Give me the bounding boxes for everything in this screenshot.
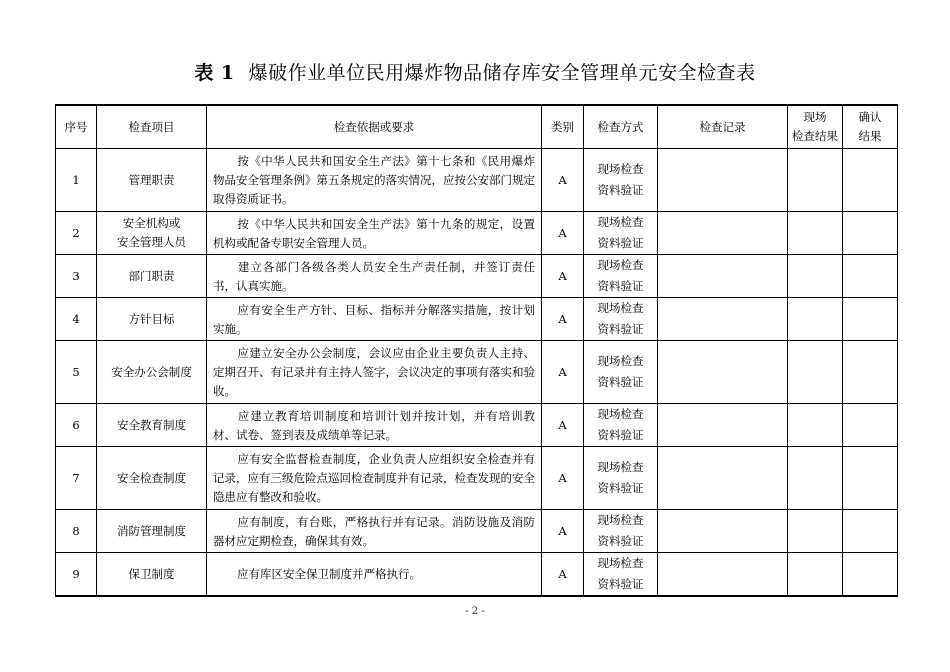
row-onsite-result	[788, 447, 843, 510]
row-item-line: 安全办公会制度	[111, 364, 192, 379]
row-method	[584, 341, 658, 404]
header-onsite-result-line1: 现场	[803, 110, 827, 124]
row-confirm-result	[843, 298, 898, 341]
row-record	[658, 510, 788, 553]
header-onsite-result	[788, 105, 843, 149]
row-method	[584, 149, 658, 212]
row-item-line: 安全管理人员	[117, 235, 186, 249]
row-requirement-text: 应有安全生产方针、目标、指标并分解落实措施，按计划实施。	[213, 302, 535, 336]
row-onsite-result	[788, 404, 843, 447]
row-item-line: 消防管理制度	[117, 523, 186, 538]
row-method	[584, 404, 658, 447]
row-method-line: 资料验证	[597, 322, 644, 336]
row-index: 3	[56, 255, 97, 298]
header-item: 检查项目	[97, 105, 207, 149]
row-method	[584, 255, 658, 298]
row-requirement-text: 应建立安全办公会制度，会议应由企业主要负责人主持、定期召开、有记录并有主持人签字，会议决定的事项有落实和验收。	[213, 346, 535, 398]
row-method-line: 资料验证	[597, 577, 644, 591]
document-title	[0, 58, 950, 85]
row-item	[97, 510, 207, 553]
row-requirement-text: 应建立教育培训制度和培训计划并按计划，并有培训教材、试卷、签到表及成绩单等记录。	[213, 408, 535, 442]
table-row	[56, 255, 898, 298]
row-confirm-result	[843, 149, 898, 212]
row-method-line: 资料验证	[597, 183, 644, 197]
table-number: 表 1	[194, 62, 235, 84]
row-category: A	[542, 212, 584, 255]
row-requirement	[207, 298, 542, 341]
row-requirement	[207, 404, 542, 447]
row-index: 8	[56, 510, 97, 553]
row-index: 4	[56, 298, 97, 341]
table-title: 爆破作业单位民用爆炸物品储存库安全管理单元安全检查表	[248, 62, 756, 84]
row-item	[97, 553, 207, 597]
row-item	[97, 341, 207, 404]
row-method-line: 资料验证	[597, 534, 644, 548]
row-item	[97, 404, 207, 447]
row-item-line: 方针目标	[128, 311, 175, 326]
row-onsite-result	[788, 298, 843, 341]
row-requirement-text: 按《中华人民共和国安全生产法》第十九条的规定，设置机构或配备专职安全管理人员。	[213, 216, 535, 250]
row-confirm-result	[843, 255, 898, 298]
row-item	[97, 255, 207, 298]
row-method-line: 资料验证	[597, 375, 644, 389]
row-method	[584, 447, 658, 510]
header-confirm-result	[843, 105, 898, 149]
row-item	[97, 149, 207, 212]
row-method-line: 现场检查	[597, 513, 644, 527]
row-category: A	[542, 255, 584, 298]
table-row	[56, 553, 898, 597]
row-index: 7	[56, 447, 97, 510]
row-method-line: 现场检查	[597, 556, 644, 570]
row-method	[584, 553, 658, 597]
header-method: 检查方式	[584, 105, 658, 149]
table-header-row	[56, 105, 898, 149]
row-onsite-result	[788, 212, 843, 255]
row-item-line: 保卫制度	[128, 566, 175, 581]
header-category: 类别	[542, 105, 584, 149]
row-requirement-text: 应有制度，有台账，严格执行并有记录。消防设施及消防器材应定期检查，确保其有效。	[213, 514, 535, 548]
row-method-line: 资料验证	[597, 236, 644, 250]
header-confirm-result-line1: 确认	[858, 110, 882, 124]
row-index: 1	[56, 149, 97, 212]
row-method	[584, 510, 658, 553]
inspection-table	[55, 104, 898, 597]
row-method	[584, 212, 658, 255]
row-confirm-result	[843, 341, 898, 404]
row-requirement	[207, 212, 542, 255]
row-requirement	[207, 553, 542, 597]
row-method-line: 现场检查	[597, 215, 644, 229]
row-item-line: 安全教育制度	[117, 417, 186, 432]
header-basis: 检查依据或要求	[207, 105, 542, 149]
row-category: A	[542, 510, 584, 553]
row-category: A	[542, 298, 584, 341]
table-row	[56, 341, 898, 404]
row-item	[97, 447, 207, 510]
header-record: 检查记录	[658, 105, 788, 149]
table-row	[56, 212, 898, 255]
row-method-line: 现场检查	[597, 301, 644, 315]
row-method-line: 现场检查	[597, 162, 644, 176]
row-requirement-text: 按《中华人民共和国安全生产法》第十七条和《民用爆炸物品安全管理条例》第五条规定的落实情况，应按公安部门规定取得资质证书。	[213, 154, 535, 206]
row-method	[584, 298, 658, 341]
row-onsite-result	[788, 149, 843, 212]
row-confirm-result	[843, 447, 898, 510]
table-row	[56, 149, 898, 212]
table-row	[56, 404, 898, 447]
table-row	[56, 510, 898, 553]
row-confirm-result	[843, 404, 898, 447]
row-record	[658, 404, 788, 447]
row-category: A	[542, 447, 584, 510]
row-index: 5	[56, 341, 97, 404]
row-record	[658, 341, 788, 404]
row-method-line: 现场检查	[597, 460, 644, 474]
row-method-line: 资料验证	[597, 428, 644, 442]
row-record	[658, 149, 788, 212]
row-category: A	[542, 149, 584, 212]
row-method-line: 资料验证	[597, 279, 644, 293]
row-index: 6	[56, 404, 97, 447]
row-item	[97, 212, 207, 255]
row-onsite-result	[788, 341, 843, 404]
row-requirement-text: 应有库区安全保卫制度并严格执行。	[237, 567, 421, 581]
row-method-line: 现场检查	[597, 354, 644, 368]
row-requirement	[207, 255, 542, 298]
header-confirm-result-line2: 结果	[858, 129, 882, 143]
row-item-line: 安全机构或	[122, 216, 181, 230]
row-confirm-result	[843, 553, 898, 597]
row-category: A	[542, 341, 584, 404]
row-index: 9	[56, 553, 97, 597]
row-record	[658, 447, 788, 510]
row-method-line: 现场检查	[597, 407, 644, 421]
row-requirement	[207, 341, 542, 404]
row-method-line: 资料验证	[597, 481, 644, 495]
row-item-line: 安全检查制度	[117, 470, 186, 485]
row-record	[658, 255, 788, 298]
row-category: A	[542, 553, 584, 597]
row-confirm-result	[843, 212, 898, 255]
row-item	[97, 298, 207, 341]
row-requirement-text: 应有安全监督检查制度，企业负责人应组织安全检查并有记录，应有三级危险点巡回检查制度并有记录，检查发现的安全隐患应有整改和验收。	[213, 452, 535, 504]
row-category: A	[542, 404, 584, 447]
row-item-line: 管理职责	[128, 172, 175, 187]
row-index: 2	[56, 212, 97, 255]
row-method-line: 现场检查	[597, 258, 644, 272]
row-confirm-result	[843, 510, 898, 553]
page-number: - 2 -	[465, 606, 485, 617]
row-onsite-result	[788, 553, 843, 597]
row-requirement	[207, 149, 542, 212]
row-onsite-result	[788, 255, 843, 298]
row-requirement	[207, 510, 542, 553]
header-index: 序号	[56, 105, 97, 149]
row-record	[658, 212, 788, 255]
row-requirement	[207, 447, 542, 510]
row-record	[658, 298, 788, 341]
row-record	[658, 553, 788, 597]
table-row	[56, 298, 898, 341]
table-row	[56, 447, 898, 510]
header-onsite-result-line2: 检查结果	[792, 129, 838, 143]
row-item-line: 部门职责	[128, 268, 175, 283]
row-requirement-text: 建立各部门各级各类人员安全生产责任制，并签订责任书，认真实施。	[213, 259, 535, 293]
row-onsite-result	[788, 510, 843, 553]
